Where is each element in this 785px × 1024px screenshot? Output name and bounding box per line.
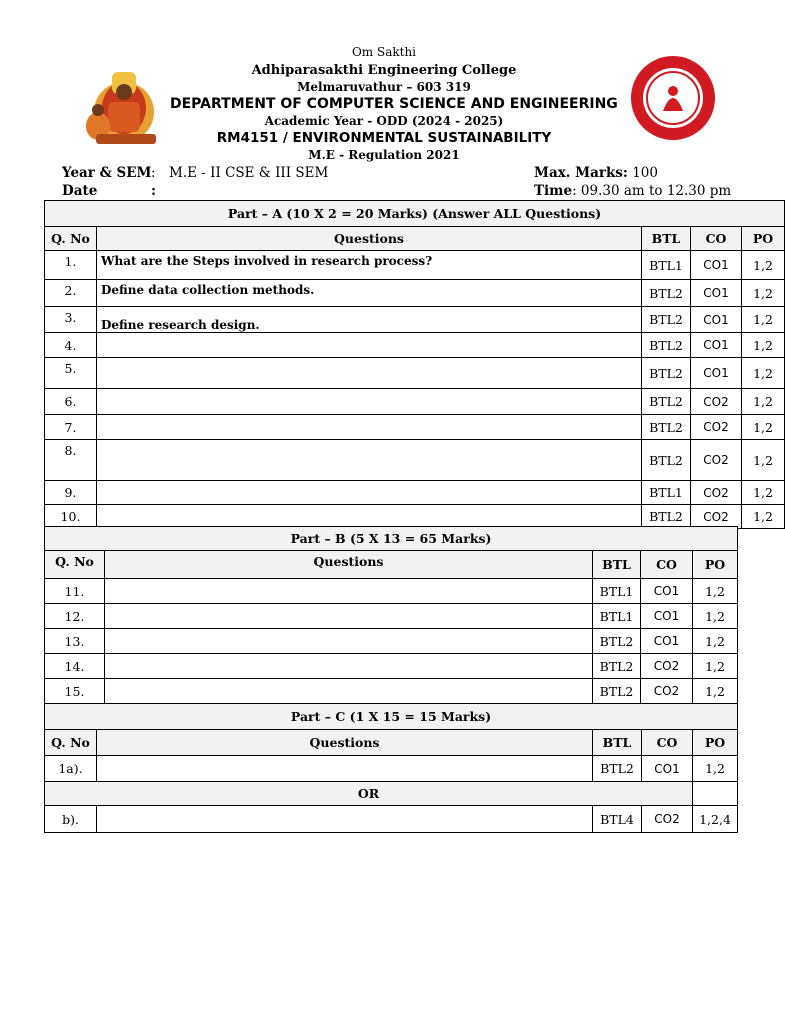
question-text <box>97 505 642 529</box>
question-text <box>105 679 593 704</box>
question-number: 11. <box>45 579 105 604</box>
col-qno: Q. No <box>45 551 105 579</box>
question-number: 1a). <box>45 756 97 782</box>
po-cell: 1,2 <box>742 415 785 440</box>
po-cell: 1,2 <box>693 679 738 704</box>
table-row <box>45 389 785 415</box>
question-text <box>97 806 593 833</box>
po-cell: 1,2 <box>693 654 738 679</box>
college-name: Adhiparasakthi Engineering College <box>251 63 517 78</box>
table-row <box>45 604 738 629</box>
time-label: Time <box>534 183 573 199</box>
po-cell: 1,2 <box>693 629 738 654</box>
year-sem-value: M.E - II CSE & III SEM <box>169 165 329 181</box>
po-cell: 1,2 <box>742 333 785 358</box>
btl-cell: BTL2 <box>593 629 641 654</box>
col-co: CO <box>642 730 693 756</box>
question-text <box>97 481 642 505</box>
btl-cell: BTL2 <box>642 358 691 389</box>
co-cell: CO1 <box>691 333 742 358</box>
question-number: 4. <box>45 333 97 358</box>
po-cell: 1,2 <box>693 579 738 604</box>
table-row <box>45 280 785 307</box>
question-text <box>97 415 642 440</box>
btl-cell: BTL1 <box>642 481 691 505</box>
table-row <box>45 333 785 358</box>
btl-cell: BTL2 <box>642 333 691 358</box>
col-qno: Q. No <box>45 730 97 756</box>
part-b-title: Part – B (5 X 13 = 65 Marks) <box>45 527 738 551</box>
table-row <box>45 806 738 833</box>
po-cell: 1,2 <box>742 307 785 333</box>
btl-cell: BTL2 <box>642 505 691 529</box>
table-row <box>45 415 785 440</box>
col-btl: BTL <box>593 730 642 756</box>
btl-cell: BTL2 <box>642 415 691 440</box>
question-number: 12. <box>45 604 105 629</box>
question-text <box>105 604 593 629</box>
btl-cell: BTL1 <box>593 579 641 604</box>
col-po: PO <box>693 551 738 579</box>
co-cell: CO1 <box>642 756 693 782</box>
col-questions: Questions <box>97 730 593 756</box>
table-row <box>45 505 785 529</box>
co-cell: CO1 <box>691 251 742 280</box>
co-cell: CO1 <box>641 629 693 654</box>
btl-cell: BTL4 <box>593 806 642 833</box>
max-marks-value: 100 <box>632 165 658 181</box>
course-title: RM4151 / ENVIRONMENTAL SUSTAINABILITY <box>216 130 552 146</box>
col-co: CO <box>691 227 742 251</box>
question-text <box>97 756 593 782</box>
question-number: 13. <box>45 629 105 654</box>
empty-cell <box>693 782 738 806</box>
btl-cell: BTL2 <box>642 307 691 333</box>
year-sem-colon: : <box>151 165 156 181</box>
header-om-sakthi: Om Sakthi <box>351 45 417 59</box>
regulation: M.E - Regulation 2021 <box>308 148 460 162</box>
po-cell: 1,2 <box>742 389 785 415</box>
btl-cell: BTL2 <box>642 440 691 481</box>
question-number: 5. <box>45 358 97 389</box>
question-number: 6. <box>45 389 97 415</box>
btl-cell: BTL2 <box>593 756 642 782</box>
question-text <box>105 654 593 679</box>
co-cell: CO2 <box>691 481 742 505</box>
question-number: 2. <box>45 280 97 307</box>
date-colon: : <box>151 183 156 199</box>
co-cell: CO2 <box>691 505 742 529</box>
po-cell: 1,2,4 <box>693 806 738 833</box>
question-text <box>97 333 642 358</box>
max-marks-label: Max. Marks: <box>534 165 628 181</box>
date-label: Date <box>62 183 98 199</box>
co-cell: CO1 <box>691 307 742 333</box>
question-number: b). <box>45 806 97 833</box>
part-b-table <box>44 526 738 704</box>
part-a-title: Part – A (10 X 2 = 20 Marks) (Answer ALL Questions) <box>45 201 785 227</box>
btl-cell: BTL2 <box>642 389 691 415</box>
btl-cell: BTL2 <box>593 654 641 679</box>
question-number: 15. <box>45 679 105 704</box>
question-number: 9. <box>45 481 97 505</box>
question-text <box>97 440 642 481</box>
question-number: 10. <box>45 505 97 529</box>
exam-time <box>534 183 731 199</box>
po-cell: 1,2 <box>742 358 785 389</box>
question-text: Define data collection methods. <box>97 280 642 307</box>
table-row <box>45 629 738 654</box>
question-text <box>97 389 642 415</box>
co-cell: CO2 <box>641 654 693 679</box>
table-row <box>45 251 785 280</box>
po-cell: 1,2 <box>742 481 785 505</box>
table-row <box>45 756 738 782</box>
department-title: DEPARTMENT OF COMPUTER SCIENCE AND ENGINEERING <box>170 96 618 112</box>
btl-cell: BTL1 <box>593 604 641 629</box>
question-number: 8. <box>45 440 97 481</box>
col-questions: Questions <box>97 227 642 251</box>
col-btl: BTL <box>593 551 641 579</box>
col-questions: Questions <box>105 551 593 579</box>
question-number: 3. <box>45 307 97 333</box>
question-number: 14. <box>45 654 105 679</box>
co-cell: CO1 <box>691 280 742 307</box>
btl-cell: BTL1 <box>642 251 691 280</box>
table-row <box>45 654 738 679</box>
po-cell: 1,2 <box>742 505 785 529</box>
co-cell: CO2 <box>691 415 742 440</box>
co-cell: CO2 <box>691 440 742 481</box>
co-cell: CO1 <box>641 604 693 629</box>
year-sem-label: Year & SEM <box>62 165 152 181</box>
question-text: What are the Steps involved in research process? <box>97 251 642 280</box>
table-row <box>45 307 785 333</box>
col-co: CO <box>641 551 693 579</box>
col-btl: BTL <box>642 227 691 251</box>
or-divider: OR <box>45 782 693 806</box>
col-qno: Q. No <box>45 227 97 251</box>
max-marks <box>534 165 658 181</box>
question-text: Define research design. <box>97 307 642 333</box>
po-cell: 1,2 <box>742 251 785 280</box>
po-cell: 1,2 <box>742 280 785 307</box>
time-value: : 09.30 am to 12.30 pm <box>572 183 732 199</box>
co-cell: CO2 <box>641 679 693 704</box>
table-row <box>45 679 738 704</box>
po-cell: 1,2 <box>742 440 785 481</box>
question-text <box>105 629 593 654</box>
co-cell: CO2 <box>691 389 742 415</box>
question-number: 1. <box>45 251 97 280</box>
co-cell: CO1 <box>641 579 693 604</box>
part-a-table <box>44 200 785 529</box>
col-po: PO <box>693 730 738 756</box>
co-cell: CO1 <box>691 358 742 389</box>
table-row <box>45 440 785 481</box>
po-cell: 1,2 <box>693 756 738 782</box>
question-text <box>105 579 593 604</box>
table-row <box>45 579 738 604</box>
po-cell: 1,2 <box>693 604 738 629</box>
table-row <box>45 481 785 505</box>
part-c-title: Part – C (1 X 15 = 15 Marks) <box>45 704 738 730</box>
question-text <box>97 358 642 389</box>
question-number: 7. <box>45 415 97 440</box>
part-c-table <box>44 703 738 833</box>
table-row <box>45 358 785 389</box>
btl-cell: BTL2 <box>642 280 691 307</box>
btl-cell: BTL2 <box>593 679 641 704</box>
academic-year: Academic Year - ODD (2024 - 2025) <box>264 114 504 128</box>
co-cell: CO2 <box>642 806 693 833</box>
college-location: Melmaruvathur – 603 319 <box>297 80 471 94</box>
col-po: PO <box>742 227 785 251</box>
